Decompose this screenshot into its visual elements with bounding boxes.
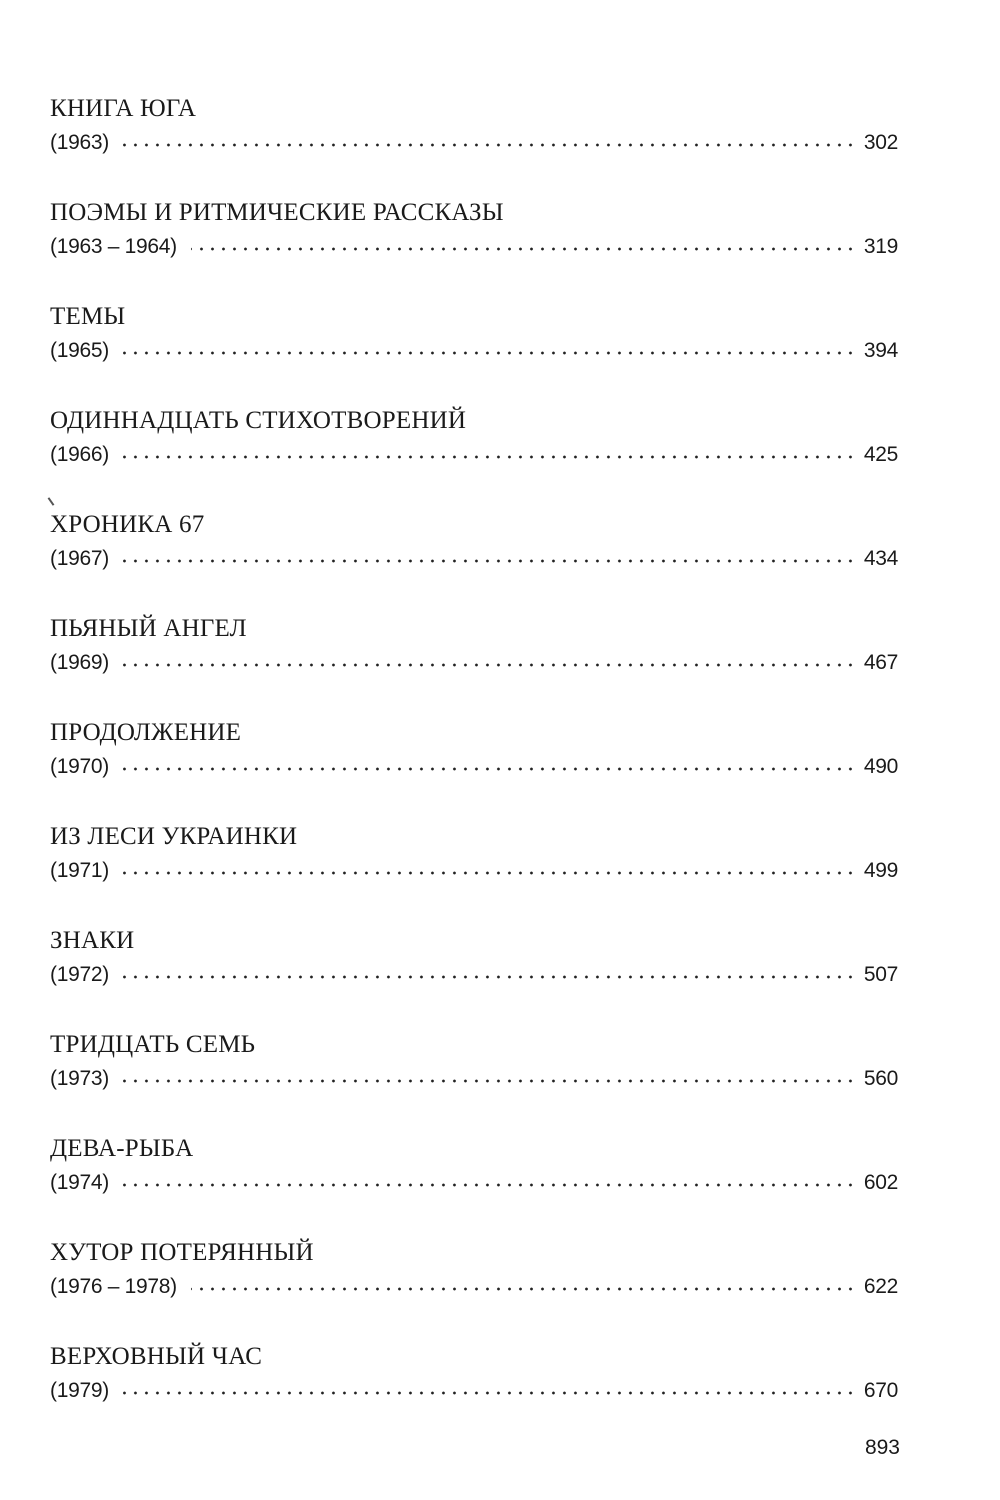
toc-entry-line — [50, 1376, 898, 1406]
toc-entry-page: 425 — [863, 443, 898, 466]
dot-leader — [123, 349, 856, 357]
toc-entry — [50, 1238, 898, 1342]
toc-entry-page: 499 — [863, 859, 898, 882]
dot-leader — [123, 765, 856, 773]
toc-entry-page: 302 — [863, 131, 898, 154]
dot-leader — [123, 141, 856, 149]
page-number: 893 — [864, 1436, 900, 1459]
toc-entry — [50, 822, 898, 926]
dot-leader — [123, 453, 856, 461]
toc-entry — [50, 1134, 898, 1238]
toc-entry-years: (1973) — [50, 1067, 109, 1090]
dot-leader — [191, 245, 856, 253]
toc-entry — [50, 718, 898, 822]
toc-entry-title: ПРОДОЛЖЕНИЕ — [50, 719, 242, 746]
dot-leader — [123, 869, 856, 877]
toc-entry-years: (1965) — [50, 339, 109, 362]
toc-entry — [50, 94, 898, 198]
toc-entry-page: 394 — [863, 339, 898, 362]
toc-entry-years: (1967) — [50, 547, 109, 570]
toc-entry-page: 670 — [863, 1379, 898, 1402]
toc-entry-line — [50, 1272, 898, 1302]
toc-entry-years: (1974) — [50, 1171, 109, 1194]
toc-entry-page: 602 — [863, 1171, 898, 1194]
dot-leader — [123, 661, 856, 669]
toc-entry-title: ИЗ ЛЕСИ УКРАИНКИ — [50, 823, 298, 850]
table-of-contents — [50, 94, 898, 1446]
toc-entry-title: ТРИДЦАТЬ СЕМЬ — [50, 1031, 256, 1058]
toc-entry-line — [50, 440, 898, 470]
toc-entry — [50, 614, 898, 718]
dot-leader — [123, 1389, 856, 1397]
toc-entry-years: (1972) — [50, 963, 109, 986]
toc-entry — [50, 406, 898, 510]
dot-leader — [191, 1285, 856, 1293]
toc-entry-line — [50, 544, 898, 574]
toc-entry-line — [50, 232, 898, 262]
toc-entry-line — [50, 856, 898, 886]
toc-entry-line — [50, 1168, 898, 1198]
toc-entry-years: (1970) — [50, 755, 109, 778]
toc-entry — [50, 926, 898, 1030]
dot-leader — [123, 1181, 856, 1189]
toc-entry-page: 507 — [863, 963, 898, 986]
toc-entry-years: (1966) — [50, 443, 109, 466]
toc-entry-years: (1963 – 1964) — [50, 235, 177, 258]
toc-entry-title: ОДИННАДЦАТЬ СТИХОТВОРЕНИЙ — [50, 407, 467, 434]
toc-entry-title: ТЕМЫ — [50, 303, 126, 330]
toc-entry — [50, 510, 898, 614]
toc-entry-page: 622 — [863, 1275, 898, 1298]
toc-entry — [50, 302, 898, 406]
dot-leader — [123, 557, 856, 565]
dot-leader — [123, 1077, 856, 1085]
toc-entry-title: ХУТОР ПОТЕРЯННЫЙ — [50, 1239, 314, 1266]
toc-entry-years: (1969) — [50, 651, 109, 674]
toc-entry-page: 319 — [863, 235, 898, 258]
toc-entry-years: (1963) — [50, 131, 109, 154]
toc-entry-page: 434 — [863, 547, 898, 570]
toc-entry-line — [50, 1064, 898, 1094]
toc-entry-title: ДЕВА-РЫБА — [50, 1135, 194, 1162]
toc-entry-page: 560 — [863, 1067, 898, 1090]
toc-entry-title: ВЕРХОВНЫЙ ЧАС — [50, 1343, 263, 1370]
toc-entry-title: ЗНАКИ — [50, 927, 135, 954]
toc-entry-line — [50, 960, 898, 990]
toc-entry-title: ПОЭМЫ И РИТМИЧЕСКИЕ РАССКАЗЫ — [50, 199, 504, 226]
toc-entry-years: (1979) — [50, 1379, 109, 1402]
toc-entry-years: (1971) — [50, 859, 109, 882]
toc-entry-page: 490 — [863, 755, 898, 778]
toc-entry-line — [50, 752, 898, 782]
toc-entry — [50, 198, 898, 302]
toc-entry-years: (1976 – 1978) — [50, 1275, 177, 1298]
toc-entry-page: 467 — [863, 651, 898, 674]
toc-entry-title: ХРОНИКА 67 — [50, 511, 205, 538]
toc-entry — [50, 1030, 898, 1134]
dot-leader — [123, 973, 856, 981]
toc-entry — [50, 1342, 898, 1446]
toc-entry-title: ПЬЯНЫЙ АНГЕЛ — [50, 615, 247, 642]
toc-entry-line — [50, 128, 898, 158]
toc-entry-line — [50, 336, 898, 366]
toc-entry-title: КНИГА ЮГА — [50, 95, 197, 122]
toc-entry-line — [50, 648, 898, 678]
